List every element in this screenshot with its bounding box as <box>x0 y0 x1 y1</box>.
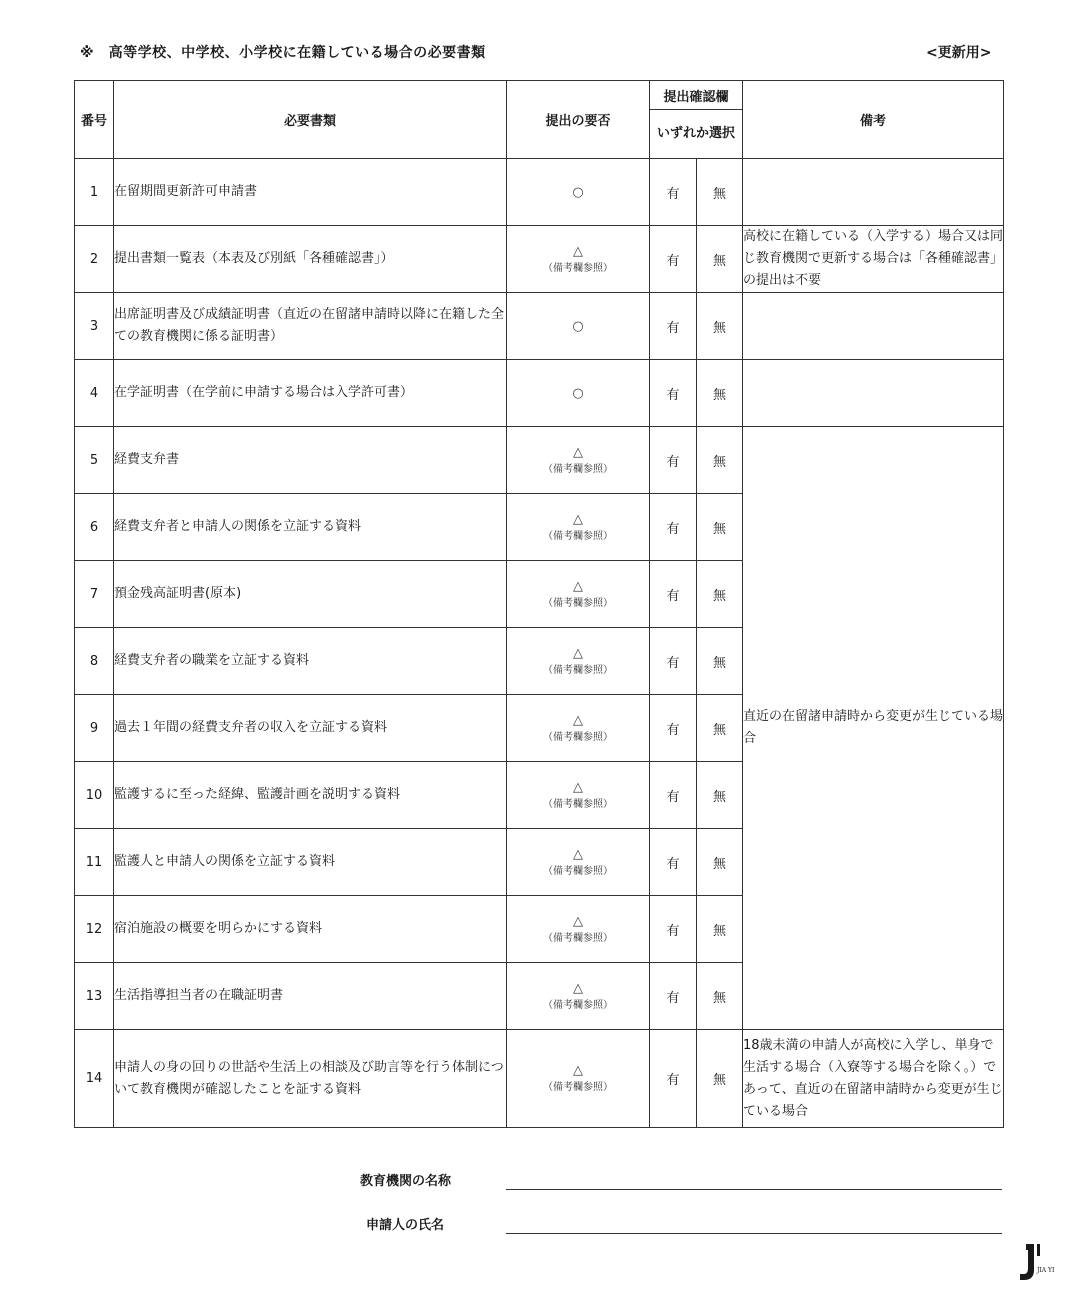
required-note: （備考欄参照） <box>543 463 613 475</box>
required-symbol: △ <box>573 1063 583 1078</box>
required-note: （備考欄参照） <box>543 999 613 1011</box>
required-symbol: ○ <box>572 318 584 334</box>
check-no[interactable]: 無 <box>697 561 743 628</box>
check-no[interactable]: 無 <box>697 360 743 427</box>
required-note: （備考欄参照） <box>543 798 613 810</box>
required-note: （備考欄参照） <box>543 664 613 676</box>
institution-name-label: 教育機関の名称 <box>360 1174 452 1189</box>
check-no[interactable]: 無 <box>697 226 743 293</box>
remarks-empty <box>743 293 1004 360</box>
required-note: （備考欄参照） <box>543 731 613 743</box>
remarks-empty <box>743 360 1004 427</box>
row-number: 1 <box>75 159 114 226</box>
required-symbol: △ <box>573 779 583 795</box>
check-no[interactable]: 無 <box>697 159 743 226</box>
required-symbol: △ <box>573 511 583 527</box>
institution-name-field[interactable] <box>506 1189 1002 1190</box>
check-no[interactable]: 無 <box>697 1030 743 1128</box>
check-no[interactable]: 無 <box>697 829 743 896</box>
row-required <box>507 427 650 494</box>
required-symbol: △ <box>573 243 583 259</box>
header-confirm: 提出確認欄 <box>650 81 743 110</box>
check-no[interactable]: 無 <box>697 293 743 360</box>
row-number: 7 <box>75 561 114 628</box>
row-document: 預金残高証明書(原本) <box>114 561 507 628</box>
header-required: 提出の要否 <box>507 81 650 159</box>
row-required <box>507 561 650 628</box>
table-row <box>75 226 1004 293</box>
row-document: 監護人と申請人の関係を立証する資料 <box>114 829 507 896</box>
check-yes[interactable]: 有 <box>650 561 697 628</box>
row-number: 3 <box>75 293 114 360</box>
row-number: 4 <box>75 360 114 427</box>
row-required <box>507 963 650 1030</box>
header-confirm-select: いずれか選択 <box>650 110 743 159</box>
required-symbol: △ <box>573 578 583 594</box>
jiayi-logo-text: JIA YI <box>1037 1267 1055 1274</box>
applicant-name-label: 申請人の氏名 <box>366 1218 445 1233</box>
check-yes[interactable]: 有 <box>650 762 697 829</box>
row-number: 9 <box>75 695 114 762</box>
check-yes[interactable]: 有 <box>650 1030 697 1128</box>
row-required <box>507 226 650 293</box>
header-document: 必要書類 <box>114 81 507 159</box>
check-yes[interactable]: 有 <box>650 427 697 494</box>
check-yes[interactable]: 有 <box>650 293 697 360</box>
header-remarks: 備考 <box>743 81 1004 159</box>
required-note: （備考欄参照） <box>543 597 613 609</box>
row-document: 提出書類一覧表（本表及び別紙「各種確認書」） <box>114 226 507 293</box>
remarks-row14: 18歳未満の申請人が高校に入学し、単身で生活する場合（入寮等する場合を除く。）であって、直近の在留諸申請時から変更が生じている場合 <box>743 1030 1004 1128</box>
check-yes[interactable]: 有 <box>650 829 697 896</box>
row-number: 13 <box>75 963 114 1030</box>
row-required <box>507 829 650 896</box>
row-number: 10 <box>75 762 114 829</box>
check-no[interactable]: 無 <box>697 896 743 963</box>
header-row <box>75 81 1004 110</box>
row-required <box>507 896 650 963</box>
row-number: 2 <box>75 226 114 293</box>
check-yes[interactable]: 有 <box>650 628 697 695</box>
check-no[interactable]: 無 <box>697 427 743 494</box>
required-note: （備考欄参照） <box>543 530 613 542</box>
jiayi-logo-icon <box>1016 1240 1066 1284</box>
check-yes[interactable]: 有 <box>650 360 697 427</box>
check-no[interactable]: 無 <box>697 695 743 762</box>
required-symbol: △ <box>573 444 583 460</box>
required-documents-table <box>74 80 1004 1128</box>
check-no[interactable]: 無 <box>697 494 743 561</box>
check-yes[interactable]: 有 <box>650 896 697 963</box>
row-required <box>507 762 650 829</box>
table-row <box>75 293 1004 360</box>
applicant-name-field[interactable] <box>506 1233 1002 1234</box>
table-row <box>75 427 1004 494</box>
row-number: 5 <box>75 427 114 494</box>
required-symbol: △ <box>573 980 583 996</box>
row-document: 在学証明書（在学前に申請する場合は入学許可書） <box>114 360 507 427</box>
check-no[interactable]: 無 <box>697 628 743 695</box>
row-document: 経費支弁者の職業を立証する資料 <box>114 628 507 695</box>
row-required <box>507 695 650 762</box>
row-number: 8 <box>75 628 114 695</box>
row-required <box>507 628 650 695</box>
check-no[interactable]: 無 <box>697 762 743 829</box>
required-symbol: △ <box>573 645 583 661</box>
check-yes[interactable]: 有 <box>650 695 697 762</box>
jiayi-logo <box>1016 1240 1066 1284</box>
row-number: 6 <box>75 494 114 561</box>
page-heading: ※ 高等学校、中学校、小学校に在籍している場合の必要書類 <box>80 45 486 61</box>
required-note: （備考欄参照） <box>543 932 613 944</box>
check-yes[interactable]: 有 <box>650 963 697 1030</box>
row-document: 生活指導担当者の在職証明書 <box>114 963 507 1030</box>
renewal-tag: <更新用> <box>926 45 992 61</box>
table-row <box>75 159 1004 226</box>
row-required <box>507 1030 650 1128</box>
row-document: 過去１年間の経費支弁者の収入を立証する資料 <box>114 695 507 762</box>
row-required <box>507 293 650 360</box>
required-symbol: △ <box>573 913 583 929</box>
required-note: （備考欄参照） <box>543 262 613 274</box>
required-symbol: △ <box>573 712 583 728</box>
table-row <box>75 1030 1004 1128</box>
remarks-rows5to13: 直近の在留諸申請時から変更が生じている場合 <box>743 427 1004 1030</box>
required-symbol: ○ <box>572 184 584 200</box>
header-number: 番号 <box>75 81 114 159</box>
row-document: 宿泊施設の概要を明らかにする資料 <box>114 896 507 963</box>
check-no[interactable]: 無 <box>697 963 743 1030</box>
row-number: 11 <box>75 829 114 896</box>
row-number: 14 <box>75 1030 114 1128</box>
required-symbol: ○ <box>572 385 584 401</box>
row-document: 出席証明書及び成績証明書（直近の在留諸申請時以降に在籍した全ての教育機関に係る証明書） <box>114 293 507 360</box>
check-yes[interactable]: 有 <box>650 159 697 226</box>
table-row <box>75 360 1004 427</box>
row-number: 12 <box>75 896 114 963</box>
row-document: 申請人の身の回りの世話や生活上の相談及び助言等を行う体制について教育機関が確認したことを証する資料 <box>114 1030 507 1128</box>
check-yes[interactable]: 有 <box>650 226 697 293</box>
remarks-empty <box>743 159 1004 226</box>
row-document: 在留期間更新許可申請書 <box>114 159 507 226</box>
row-document: 監護するに至った経緯、監護計画を説明する資料 <box>114 762 507 829</box>
row-document: 経費支弁者と申請人の関係を立証する資料 <box>114 494 507 561</box>
row-document: 経費支弁書 <box>114 427 507 494</box>
required-note: （備考欄参照） <box>543 865 613 877</box>
required-note: （備考欄参照） <box>543 1082 613 1093</box>
required-symbol: △ <box>573 846 583 862</box>
check-yes[interactable]: 有 <box>650 494 697 561</box>
row-required <box>507 159 650 226</box>
row-required <box>507 494 650 561</box>
row-required <box>507 360 650 427</box>
remarks-row2: 高校に在籍している（入学する）場合又は同じ教育機関で更新する場合は「各種確認書」の提出は不要 <box>743 226 1004 293</box>
